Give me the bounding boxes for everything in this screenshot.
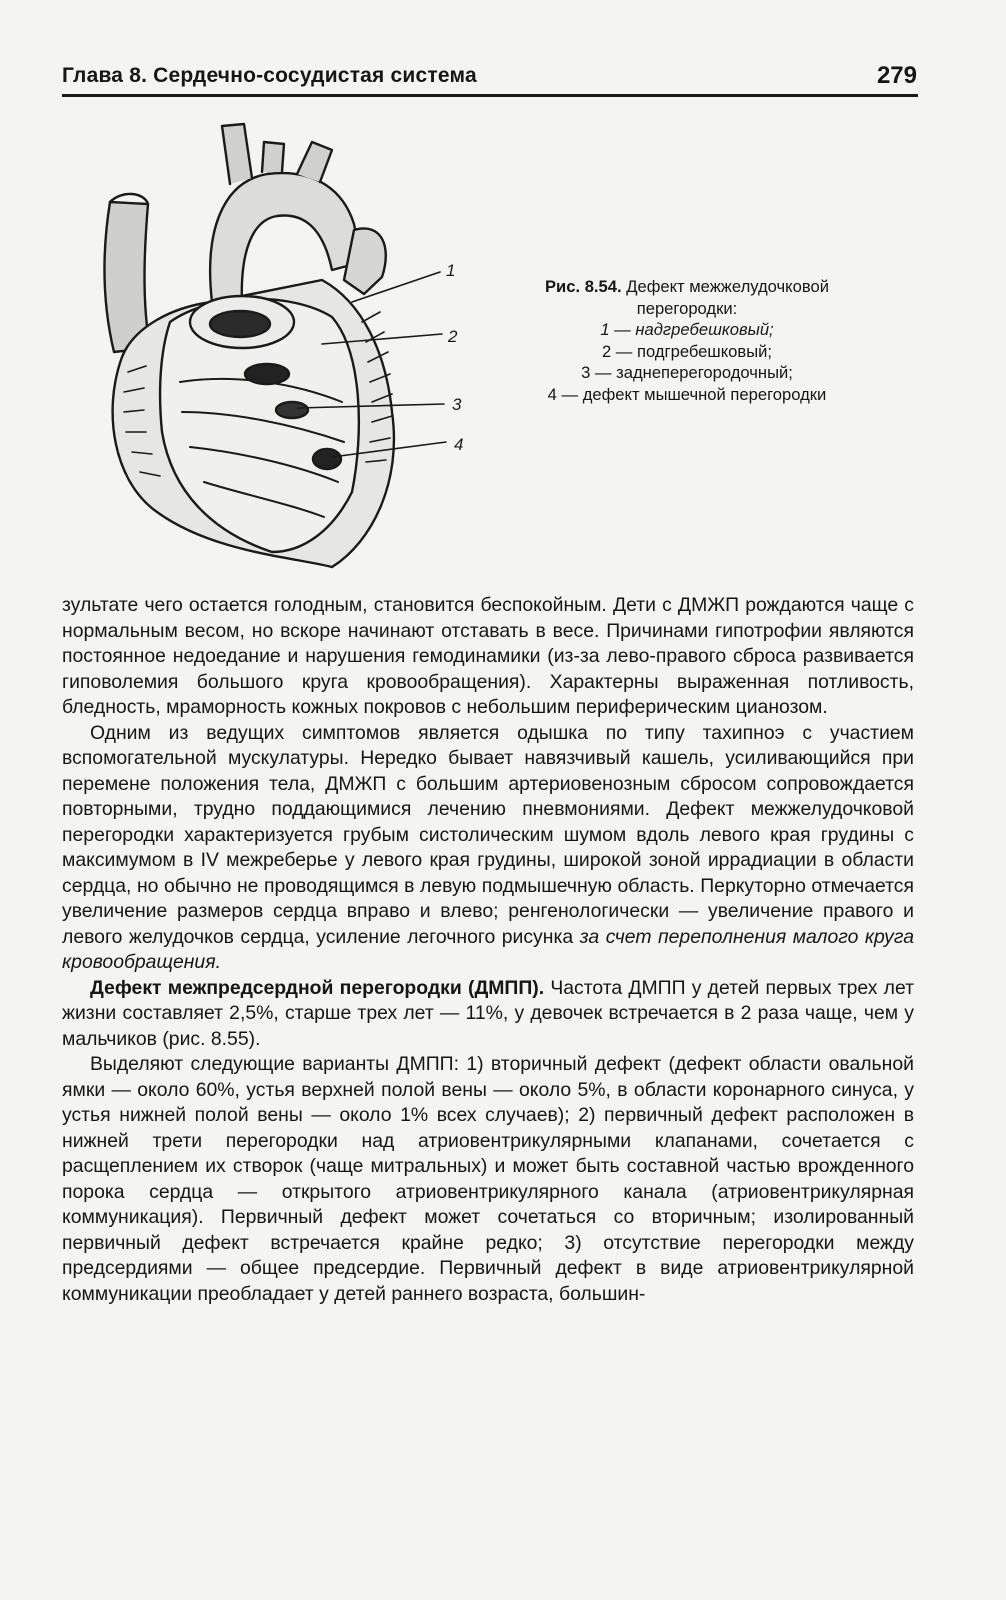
callout-1: 1 [446, 261, 456, 280]
paragraph-3 [62, 976, 914, 1053]
page-number: 279 [876, 62, 917, 89]
carotid-branch [262, 142, 284, 172]
caption-item-3: 3 — заднеперегородочный; [581, 363, 793, 382]
brachiocephalic-branch [222, 124, 252, 184]
paragraph-3-text: Частота ДМПП у детей первых трех лет жизни составляет 2,5%, старше трех лет — 11%, у девочек встречается в 2 раза чаще, чем у мальчиков (рис. 8.55). [62, 976, 914, 1050]
caption-item-2: 2 — подгребешковый; [601, 341, 773, 361]
heart-septal-defect-illustration [62, 112, 512, 572]
caption-title: Дефект межжелудочковой перегородки: [626, 277, 829, 318]
defect-posterior [276, 402, 308, 418]
paragraph-2 [62, 721, 914, 976]
aortic-arch [210, 173, 362, 304]
paragraph-1: зультате чего остается голодным, становится беспокойным. Дети с ДМЖП рождаются чаще с нормальным весом, но вскоре начинают отставать в весе. Причинами гипотрофии являются постоянное недоедание и нарушения гемодинамики (из-за лево-правого сброса развивается гиповолемия большого круга кровообращения). Характерны выраженная потливость, бледность, мраморность кожных покровов с небольшим периферическим цианозом. [62, 594, 914, 718]
callout-3: 3 [452, 395, 462, 414]
defect-subcrestal [245, 364, 289, 384]
paragraph-2-main: Одним из ведущих симптомов является одышка по типу тахипноэ с участием вспомогательной мускулатуры. Нередко бывает навязчивый кашель, усиливающийся при перемене положения тела, ДМЖП с большим артериовенозным сбросом сопровождается повторными, трудно поддающимися лечению пневмониями. Дефект межжелудочковой перегородки характеризуется грубым систолическим шумом вдоль левого края грудины с максимумом в IV межреберье у левого края грудины, широкой зоной иррадиации в области сердца, но обычно не проводящимся в левую подмышечную область. Перкуторно отмечается увеличение размеров сердца вправо и влево; ренгенологически — увеличение правого и левого желудочков сердца, усиление легочного рисунка [62, 721, 914, 948]
defect-muscular [313, 449, 341, 469]
caption-label: Рис. 8.54. [544, 277, 622, 296]
body-text [62, 593, 914, 1307]
figure-caption [507, 276, 867, 405]
paragraph-2-italic-end: за счет переполнения малого круга кровообращения. [62, 925, 914, 973]
asd-heading: Дефект межпредсердной перегородки (ДМПП). [90, 976, 545, 999]
callout-2: 2 [448, 327, 458, 346]
running-header [62, 62, 917, 92]
caption-item-4: 4 — дефект мышечной перегородки [547, 384, 827, 404]
chapter-title: Глава 8. Сердечно-сосудистая система [62, 64, 477, 87]
header-rule [62, 94, 918, 97]
paragraph-4: Выделяют следующие варианты ДМПП: 1) вторичный дефект (дефект области овальной ямки — около 60%, устья верхней полой вены — около 5%, в области коронарного синуса, у устья нижней полой вены — около 1% всех случаев); 2) первичный дефект расположен в нижней трети перегородки над атриовентрикулярными клапанами, сочетается с расщеплением их створок (чаще митральных) и может быть составной частью врожденного порока сердца — открытого атриовентрикулярного канала (атриовентрикулярная коммуникация). Первичный дефект может сочетаться со вторичным; изолированный первичный дефект встречается крайне редко; 3) отсутствие перегородки между предсердиями — общее предсердие. Первичный дефект в виде атриовентрикулярной коммуникации преобладает у детей раннего возраста, большин- [62, 1053, 914, 1305]
callout-4: 4 [454, 435, 464, 454]
caption-item-1: 1 — надгребешковый; [600, 320, 774, 339]
